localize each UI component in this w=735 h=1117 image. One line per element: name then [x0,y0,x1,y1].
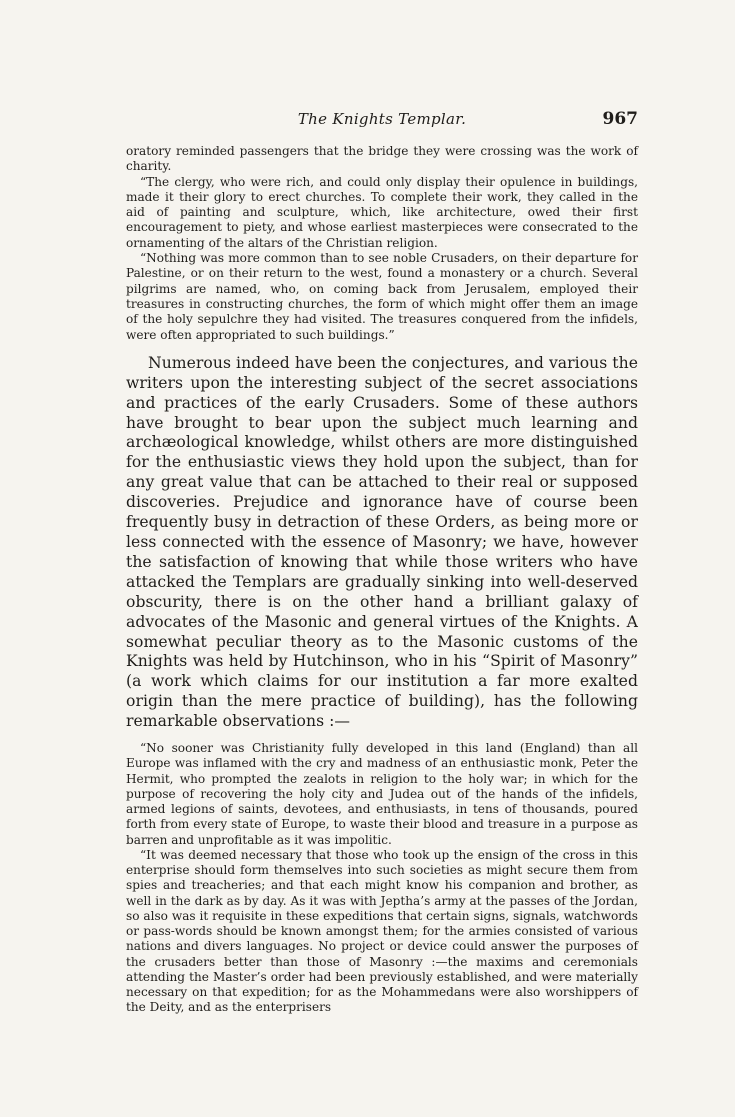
running-title: The Knights Templar. [297,110,467,128]
paragraph-continued: oratory reminded passengers that the bridge they were crossing was the work of charity. [126,144,638,174]
page-number: 967 [602,109,638,129]
main-body [126,354,638,732]
page-header [126,110,638,134]
paragraph-crusaders: “Nothing was more common than to see noble Crusaders, on their departure for Palestine, or on their return to the west, found a monastery or a church. Several pilgrims are named, who, on coming back from Jerusalem, employed their treasures in constructing churches, the form of which might offer them an image of the holy sepulchre they had visited. The treasures conquered from the infidels, were often appropriated to such buildings.” [126,251,638,342]
paragraph-numerous: Numerous indeed have been the conjectures, and various the writers upon the interesting subject of the secret associations and practices of the early Crusaders. Some of these authors have brought to bear upon the subject much learning and archæological knowledge, whilst others are more distinguished for the enthusiastic views they hold upon the subject, than for any great value that can be attached to their real or supposed discoveries. Prejudice and ignorance have of course been frequently busy in detraction of these Orders, as being more or less connected with the essence of Masonry; we have, however the satisfaction of knowing that while those writers who have attacked the Templars are gradually sinking into well-deserved obscurity, there is on the other hand a brilliant galaxy of advocates of the Masonic and general virtues of the Knights. A somewhat peculiar theory as to the Masonic customs of the Knights was held by Hutchinson, who in his “Spirit of Masonry” (a work which claims for our institution a far more exalted origin than the mere practice of building), has the following remarkable observations :— [126,353,638,731]
text-column [126,144,638,1016]
paragraph-ensign: “It was deemed necessary that those who took up the ensign of the cross in this enterprise should form themselves into such societies as might secure them from spies and treacheries; and that each might know his companion and brother, as well in the dark as by day. As it was with Jeptha’s army at the passes of the Jordan, so also was it requisite in these expeditions that certain signs, signals, watchwords or pass-words should be known amongst them; for the armies consisted of various nations and divers languages. No project or device could answer the purposes of the crusaders better than those of Masonry :—the maxims and ceremonials attending the Master’s order had been previously established, and were materially necessary on that expedition; for as the Mohammedans were also worshippers of the Deity, and as the enterprisers [126,847,638,1015]
hutchinson-quote [126,741,638,1016]
quoted-passage-top [126,144,638,343]
paragraph-christianity: “No sooner was Christianity fully developed in this land (England) than all Europe was inflamed with the cry and madness of an enthusiastic monk, Peter the Hermit, who prompted the zealots in religion to the holy war; in which for the purpose of recovering the holy city and Judea out of the hands of the infidels, armed legions of saints, devotees, and enthusiasts, in tens of thousands, poured forth from every state of Europe, to waste their blood and treasure in a purpose as barren and unprofitable as it was impolitic. [126,741,638,847]
paragraph-clergy: “The clergy, who were rich, and could only display their opulence in buildings, made it their glory to erect churches. To complete their work, they called in the aid of painting and sculpture, which, like architecture, owed their first encouragement to piety, and whose earliest masterpieces were consecrated to the ornamenting of the altars of the Christian religion. [126,174,638,250]
